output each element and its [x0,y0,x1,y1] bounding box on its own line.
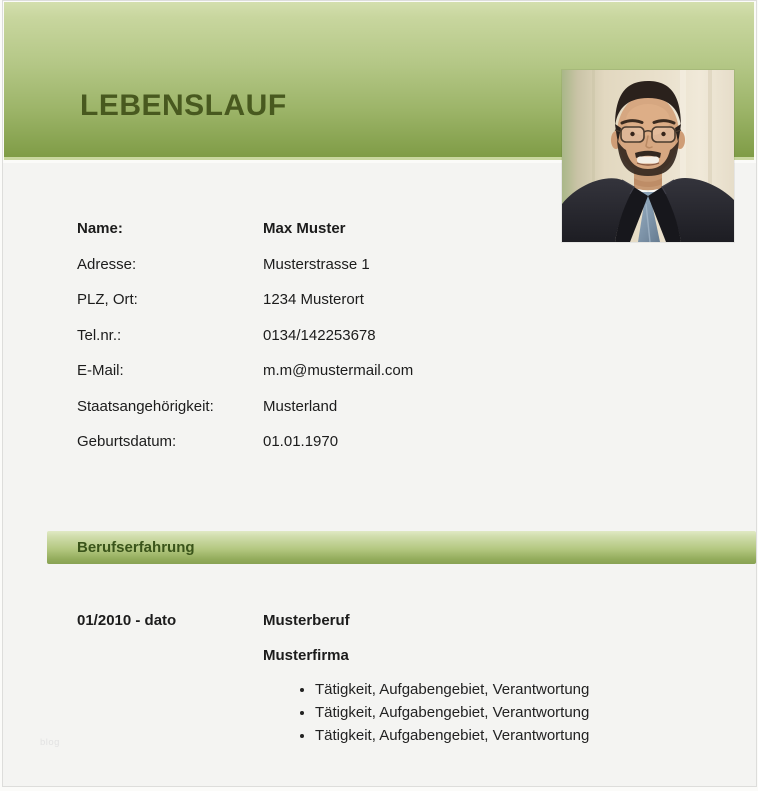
watermark-text: blog [40,737,60,748]
portrait-photo [562,70,734,242]
table-row [77,432,557,468]
table-row [77,255,557,291]
field-value-geburtsdatum: 01.01.1970 [263,433,339,450]
list-item: • Tätigkeit, Aufgabengebiet, Verantwortung [315,701,734,724]
page-title: LEBENSLAUF [80,89,287,122]
field-label-email: E-Mail: [77,362,124,379]
section-header-berufserfahrung [47,531,756,564]
field-label-plz-ort: PLZ, Ort: [77,291,138,308]
field-value-email: m.m@mustermail.com [263,362,414,379]
table-row [77,290,557,326]
experience-details [263,611,734,747]
experience-entry [77,611,734,747]
list-item: • Tätigkeit, Aufgabengebiet, Verantwortung [315,678,734,701]
experience-company: Musterfirma [263,647,349,664]
personal-data-table [77,219,557,468]
experience-bullet-list [263,678,734,747]
field-label-telnr: Tel.nr.: [77,326,122,344]
field-value-plz-ort: 1234 Musterort [263,291,364,308]
field-label-geburtsdatum: Geburtsdatum: [77,433,177,450]
field-label-adresse: Adresse: [77,255,137,273]
table-row [77,397,557,433]
experience-period: 01/2010 - dato [77,612,177,629]
list-item: • Tätigkeit, Aufgabengebiet, Verantwortung [315,724,734,747]
field-value-adresse: Musterstrasse 1 [263,255,370,273]
section-title: Berufserfahrung [77,539,195,556]
portrait-photo-image [562,70,734,242]
table-row [77,326,557,362]
table-row [77,219,557,255]
field-value-staatsangehoerigkeit: Musterland [263,397,338,415]
table-row [77,361,557,397]
field-value-telnr: 0134/142253678 [263,326,376,344]
field-label-staatsangehoerigkeit: Staatsangehörigkeit: [77,397,214,415]
experience-role: Musterberuf [263,612,350,629]
field-label-name: Name: [77,220,123,237]
field-value-name: Max Muster [263,220,346,237]
